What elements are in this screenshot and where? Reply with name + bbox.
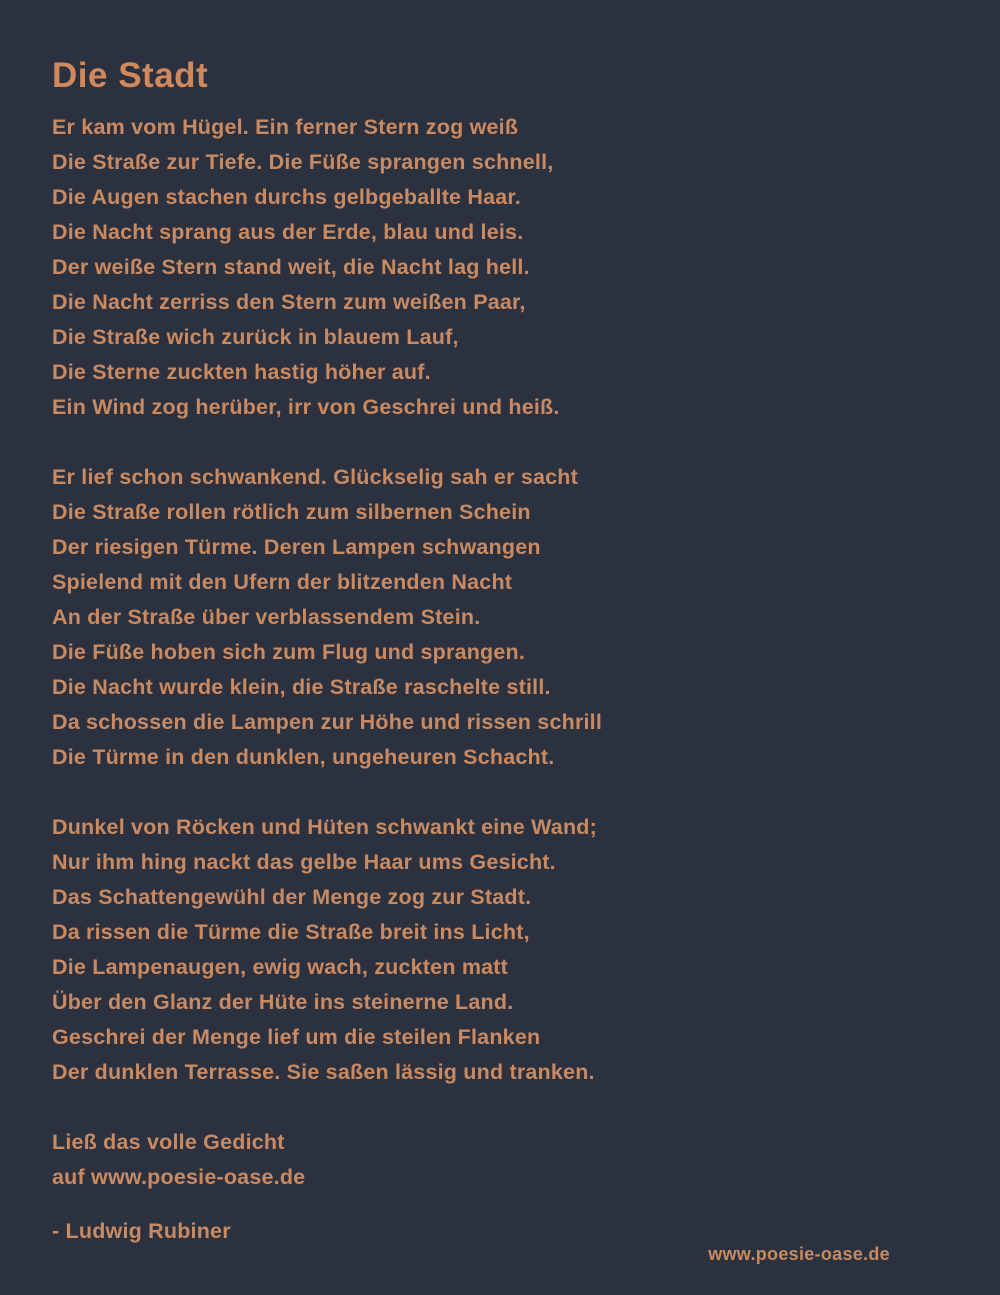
- poem-title: Die Stadt: [52, 56, 209, 95]
- poem-line: Die Straße zur Tiefe. Die Füße sprangen schnell,: [52, 150, 554, 174]
- poem-line: Er lief schon schwankend. Glückselig sah er sacht: [52, 465, 578, 489]
- poem-line: Der riesigen Türme. Deren Lampen schwangen: [52, 535, 541, 559]
- footer-line-read-more: Ließ das volle Gedicht: [52, 1130, 285, 1154]
- poem-line: An der Straße über verblassendem Stein.: [52, 605, 481, 629]
- poem-line: Die Nacht sprang aus der Erde, blau und leis.: [52, 220, 524, 244]
- poem-line: Die Sterne zuckten hastig höher auf.: [52, 360, 431, 384]
- poem-line: Die Füße hoben sich zum Flug und sprangen.: [52, 640, 526, 664]
- poem-line: Die Nacht zerriss den Stern zum weißen Paar,: [52, 290, 526, 314]
- poem-line: Die Straße rollen rötlich zum silbernen Schein: [52, 500, 531, 524]
- poem-line: Die Lampenaugen, ewig wach, zuckten matt: [52, 955, 509, 979]
- poem-line: Über den Glanz der Hüte ins steinerne Land.: [52, 990, 514, 1014]
- poem-line: Ein Wind zog herüber, irr von Geschrei und heiß.: [52, 395, 560, 419]
- poem-line: Der weiße Stern stand weit, die Nacht lag hell.: [52, 255, 530, 279]
- poem-line: Die Nacht wurde klein, die Straße raschelte still.: [52, 675, 551, 699]
- poem-line: Das Schattengewühl der Menge zog zur Stadt.: [52, 885, 532, 909]
- watermark-url: www.poesie-oase.de: [708, 1244, 890, 1264]
- poem-line: Da schossen die Lampen zur Höhe und rissen schrill: [52, 710, 603, 734]
- poem-stanza-3: [52, 810, 940, 1090]
- poem-line: Die Türme in den dunklen, ungeheuren Schacht.: [52, 745, 555, 769]
- poem-line: Da rissen die Türme die Straße breit ins Licht,: [52, 920, 530, 944]
- poem-stanza-1: [52, 110, 940, 425]
- poem-line: Er kam vom Hügel. Ein ferner Stern zog weiß: [52, 115, 519, 139]
- poem-line: Der dunklen Terrasse. Sie saßen lässig und tranken.: [52, 1060, 595, 1084]
- poem-line: Die Straße wich zurück in blauem Lauf,: [52, 325, 459, 349]
- poem-line: Geschrei der Menge lief um die steilen Flanken: [52, 1025, 541, 1049]
- poem-stanza-2: [52, 460, 940, 775]
- poem-line: Die Augen stachen durchs gelbgeballte Haar.: [52, 185, 521, 209]
- poem-footer: [52, 1125, 940, 1249]
- poem-stanzas: [52, 110, 940, 1090]
- poem-line: Dunkel von Röcken und Hüten schwankt eine Wand;: [52, 815, 597, 839]
- footer-line-site: auf www.poesie-oase.de: [52, 1165, 306, 1189]
- poem-line: Nur ihm hing nackt das gelbe Haar ums Gesicht.: [52, 850, 556, 874]
- poem-line: Spielend mit den Ufern der blitzenden Nacht: [52, 570, 513, 594]
- author-attribution: - Ludwig Rubiner: [52, 1219, 231, 1243]
